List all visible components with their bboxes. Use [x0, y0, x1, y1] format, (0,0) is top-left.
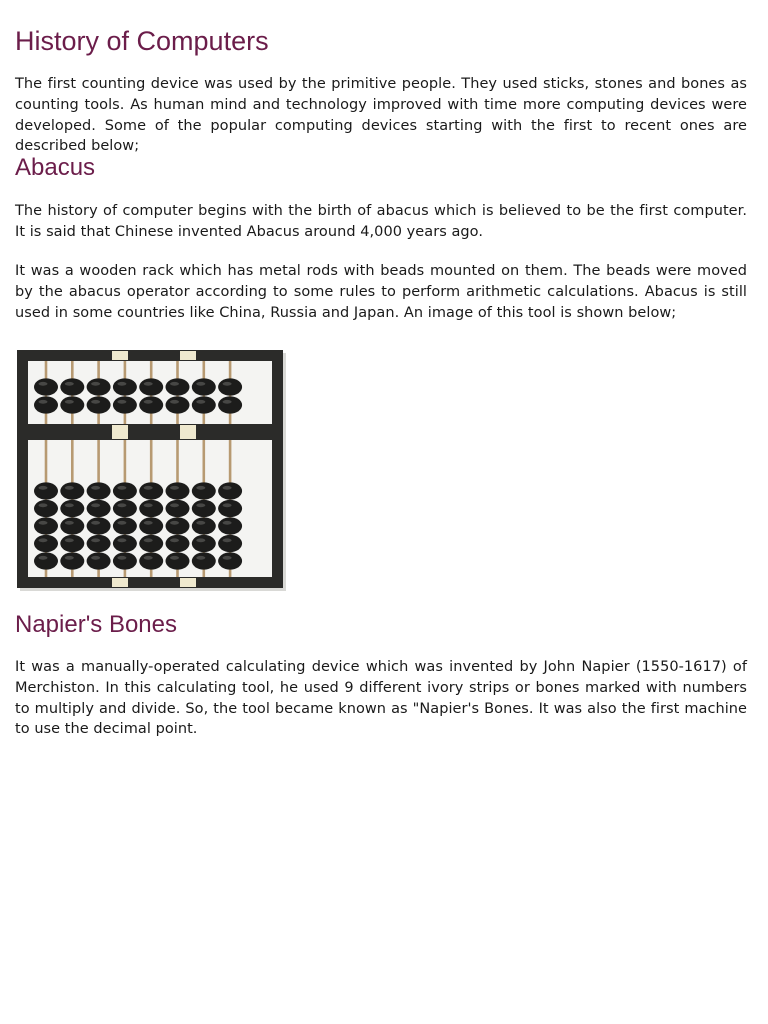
- bead-highlight: [39, 521, 48, 525]
- bead-highlight: [223, 400, 232, 404]
- section-heading-napiers-bones: Napier's Bones: [15, 611, 177, 638]
- bead-highlight: [170, 538, 179, 542]
- bead-highlight: [223, 486, 232, 490]
- bead-highlight: [39, 556, 48, 560]
- abacus-bead: [218, 396, 242, 413]
- bead-highlight: [170, 382, 179, 386]
- bead-highlight: [223, 556, 232, 560]
- bead-highlight: [91, 382, 100, 386]
- abacus-bead: [60, 535, 84, 552]
- abacus-bead: [218, 500, 242, 517]
- bead-highlight: [196, 538, 205, 542]
- bead-highlight: [144, 521, 153, 525]
- abacus-bead: [192, 552, 216, 569]
- abacus-bead: [60, 517, 84, 534]
- abacus-bead: [192, 396, 216, 413]
- bead-highlight: [117, 503, 126, 507]
- frame-marker: [180, 578, 196, 587]
- abacus-bead: [113, 482, 137, 499]
- bead-highlight: [117, 382, 126, 386]
- abacus-bead: [218, 517, 242, 534]
- bead-highlight: [196, 556, 205, 560]
- frame-marker: [112, 351, 128, 360]
- intro-paragraph: The first counting device was used by the primitive people. They used sticks, stones and bones as counting tools. As human mind and technology improved with time more computing devices were developed. Some of the popular computing devices starting with the first to recent ones are described below;: [15, 76, 747, 155]
- abacus-bead: [166, 552, 190, 569]
- frame-marker: [112, 578, 128, 587]
- bead-highlight: [196, 400, 205, 404]
- bead-highlight: [91, 486, 100, 490]
- abacus-bead: [34, 396, 58, 413]
- bead-highlight: [117, 400, 126, 404]
- abacus-bead: [87, 500, 111, 517]
- bead-highlight: [144, 556, 153, 560]
- bead-highlight: [65, 400, 74, 404]
- bead-highlight: [91, 538, 100, 542]
- abacus-bead: [34, 500, 58, 517]
- napiers-bones-paragraph: It was a manually-operated calculating device which was invented by John Napier (1550-1617) of Merchiston. In this calculating tool, he used 9 different ivory strips or bones marked with numbers to multiply and divide. So, the tool became known as "Napier's Bones. It was also the first machine to use the decimal point.: [15, 659, 747, 738]
- abacus-bead: [87, 535, 111, 552]
- abacus-bead: [139, 500, 163, 517]
- abacus-bead: [192, 378, 216, 395]
- bead-highlight: [65, 538, 74, 542]
- abacus-illustration: [15, 348, 287, 592]
- bead-highlight: [144, 503, 153, 507]
- bead-highlight: [39, 400, 48, 404]
- frame-marker: [180, 351, 196, 360]
- abacus-bead: [218, 535, 242, 552]
- bead-highlight: [91, 556, 100, 560]
- abacus-bead: [218, 552, 242, 569]
- bead-highlight: [196, 486, 205, 490]
- abacus-bead: [166, 378, 190, 395]
- bead-highlight: [39, 538, 48, 542]
- abacus-bead: [166, 482, 190, 499]
- bead-highlight: [117, 538, 126, 542]
- abacus-bead: [139, 552, 163, 569]
- abacus-bead: [166, 500, 190, 517]
- abacus-bead: [192, 535, 216, 552]
- bead-highlight: [65, 382, 74, 386]
- abacus-bead: [113, 378, 137, 395]
- bead-highlight: [65, 556, 74, 560]
- bead-highlight: [223, 521, 232, 525]
- bead-highlight: [39, 382, 48, 386]
- bead-highlight: [144, 400, 153, 404]
- abacus-bead: [60, 500, 84, 517]
- bead-highlight: [117, 521, 126, 525]
- abacus-bead: [87, 552, 111, 569]
- bead-highlight: [65, 503, 74, 507]
- abacus-bead: [60, 482, 84, 499]
- abacus-bead: [34, 535, 58, 552]
- abacus-bead: [113, 500, 137, 517]
- bead-highlight: [65, 521, 74, 525]
- bead-highlight: [91, 503, 100, 507]
- abacus-bead: [113, 552, 137, 569]
- abacus-bead: [192, 500, 216, 517]
- bead-highlight: [91, 521, 100, 525]
- bead-highlight: [196, 503, 205, 507]
- abacus-bead: [113, 535, 137, 552]
- bead-highlight: [170, 521, 179, 525]
- bead-highlight: [39, 503, 48, 507]
- bead-highlight: [91, 400, 100, 404]
- bead-highlight: [170, 503, 179, 507]
- abacus-bead: [139, 535, 163, 552]
- abacus-bead: [192, 482, 216, 499]
- bead-highlight: [223, 382, 232, 386]
- abacus-paragraph-1: The history of computer begins with the birth of abacus which is believed to be the first computer. It is said that Chinese invented Abacus around 4,000 years ago.: [15, 203, 747, 240]
- abacus-bead: [166, 535, 190, 552]
- abacus-bead: [34, 482, 58, 499]
- abacus-image: [15, 348, 287, 592]
- section-heading-abacus: Abacus: [15, 154, 96, 181]
- abacus-bead: [34, 552, 58, 569]
- bead-highlight: [144, 486, 153, 490]
- bead-highlight: [223, 503, 232, 507]
- abacus-bead: [60, 552, 84, 569]
- abacus-bead: [218, 482, 242, 499]
- abacus-bead: [87, 378, 111, 395]
- abacus-bead: [87, 482, 111, 499]
- bead-highlight: [223, 538, 232, 542]
- bead-highlight: [117, 556, 126, 560]
- abacus-bead: [34, 517, 58, 534]
- bead-highlight: [170, 486, 179, 490]
- bead-highlight: [170, 400, 179, 404]
- abacus-bead: [139, 378, 163, 395]
- bead-highlight: [144, 382, 153, 386]
- abacus-bead: [192, 517, 216, 534]
- abacus-bead: [60, 396, 84, 413]
- abacus-bead: [139, 517, 163, 534]
- abacus-beam: [17, 424, 283, 440]
- bead-highlight: [39, 486, 48, 490]
- abacus-paragraph-2: It was a wooden rack which has metal rods with beads mounted on them. The beads were moved by the abacus operator according to some rules to perform arithmetic calculations. Abacus is still used in some countries like China, Russia and Japan. An image of this tool is shown below;: [15, 263, 747, 321]
- abacus-bead: [218, 378, 242, 395]
- bead-highlight: [117, 486, 126, 490]
- abacus-bead: [60, 378, 84, 395]
- bead-highlight: [196, 382, 205, 386]
- abacus-bead: [166, 396, 190, 413]
- abacus-bead: [34, 378, 58, 395]
- bead-highlight: [144, 538, 153, 542]
- abacus-bead: [113, 396, 137, 413]
- abacus-bead: [113, 517, 137, 534]
- abacus-bead: [139, 396, 163, 413]
- frame-marker: [112, 425, 128, 439]
- page-title: History of Computers: [15, 26, 269, 56]
- bead-highlight: [170, 556, 179, 560]
- abacus-bead: [87, 517, 111, 534]
- abacus-bead: [166, 517, 190, 534]
- frame-marker: [180, 425, 196, 439]
- bead-highlight: [196, 521, 205, 525]
- abacus-bead: [139, 482, 163, 499]
- bead-highlight: [65, 486, 74, 490]
- abacus-bead: [87, 396, 111, 413]
